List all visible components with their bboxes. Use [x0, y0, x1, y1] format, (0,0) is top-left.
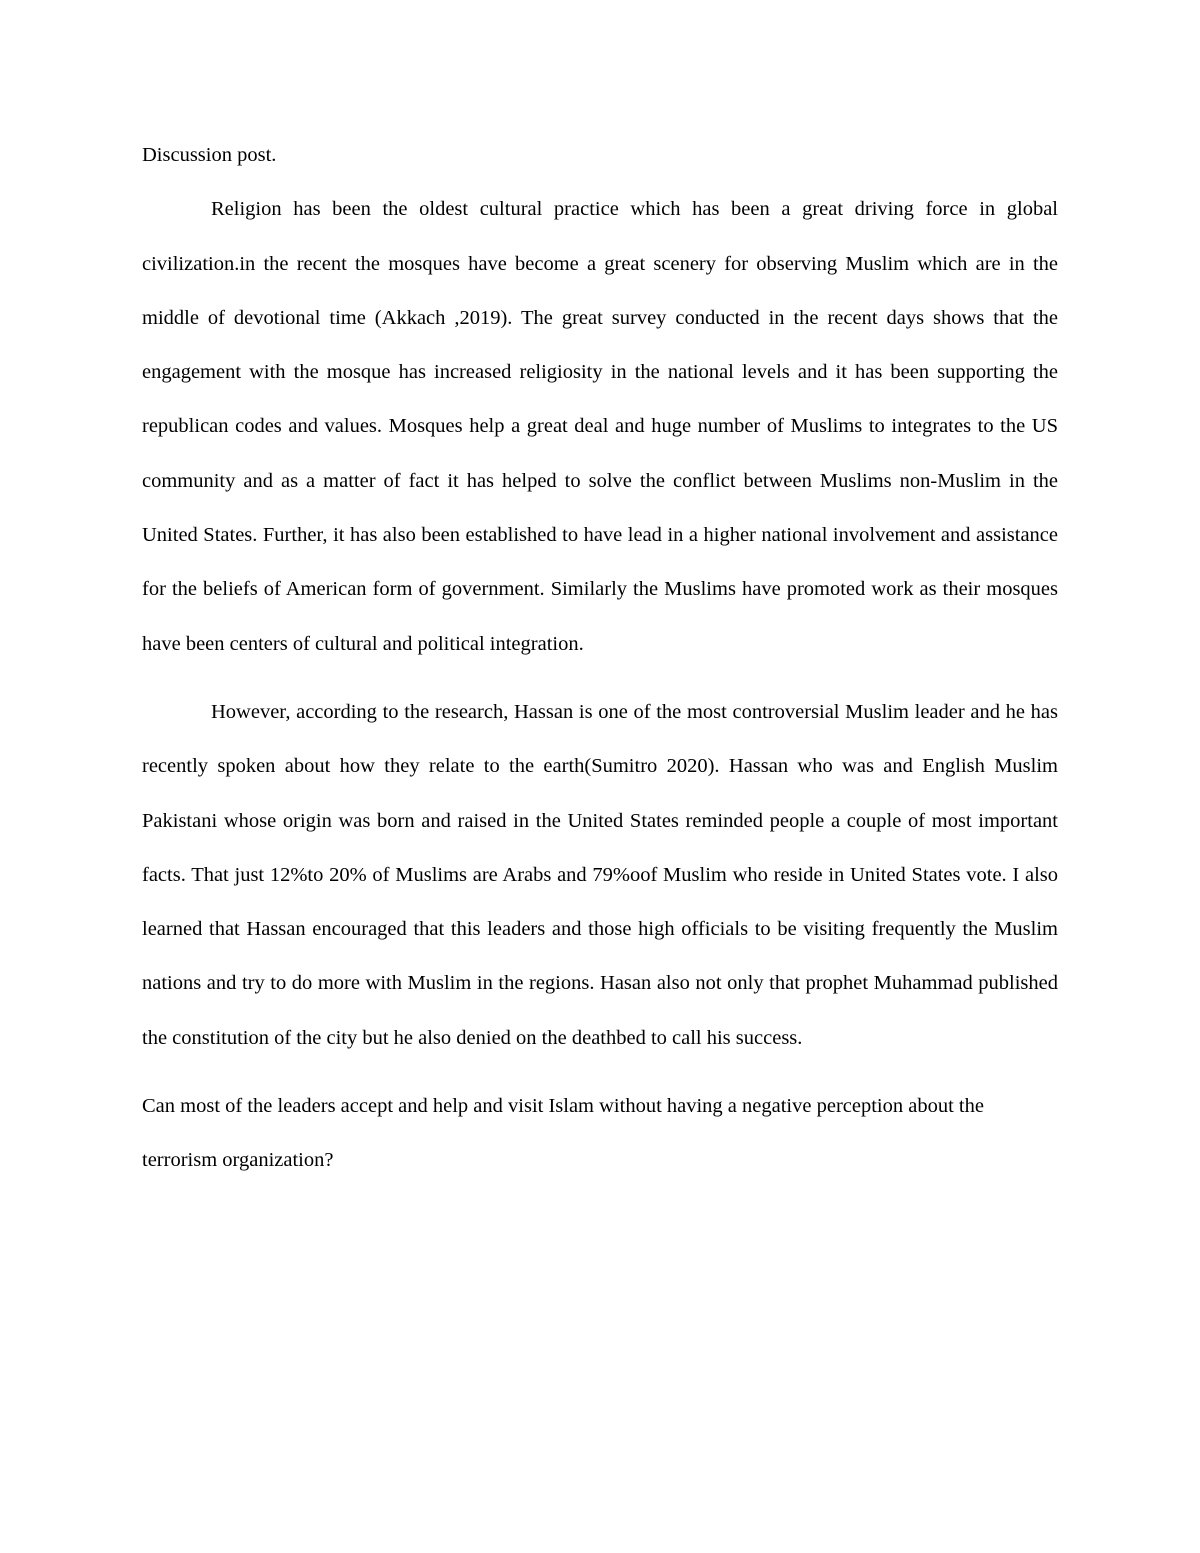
document-title: Discussion post. — [142, 144, 277, 166]
paragraph-religion: Religion has been the oldest cultural practice which has been a great driving force in global civilization.in the recent the mosques have become a great scenery for observing Muslim which are in the middle of devotional time (Akkach ,2019). The great survey conducted in the recent days shows that the engagement with the mosque has increased religiosity in the national levels and it has been supporting the republican codes and values. Mosques help a great deal and huge number of Muslims to integrates to the US community and as a matter of fact it has helped to solve the conflict between Muslims non-Muslim in the United States. Further, it has also been established to have lead in a higher national involvement and assistance for the beliefs of American form of government. Similarly the Muslims have promoted work as their mosques have been centers of cultural and political integration. — [142, 198, 1058, 655]
paragraph-hassan: However, according to the research, Hassan is one of the most controversial Muslim leader and he has recently spoken about how they relate to the earth(Sumitro 2020). Hassan who was and English Muslim Pakistani whose origin was born and raised in the United States reminded people a couple of most important facts. That just 12%to 20% of Muslims are Arabs and 79%oof Muslim who reside in United States vote. I also learned that Hassan encouraged that this leaders and those high officials to be visiting frequently the Muslim nations and try to do more with Muslim in the regions. Hasan also not only that prophet Muhammad published the constitution of the city but he also denied on the deathbed to call his success. — [142, 700, 1058, 1049]
document-body — [142, 128, 1058, 1188]
discussion-question: Can most of the leaders accept and help and visit Islam without having a negative perception about the terrorism organization? — [142, 1095, 984, 1172]
